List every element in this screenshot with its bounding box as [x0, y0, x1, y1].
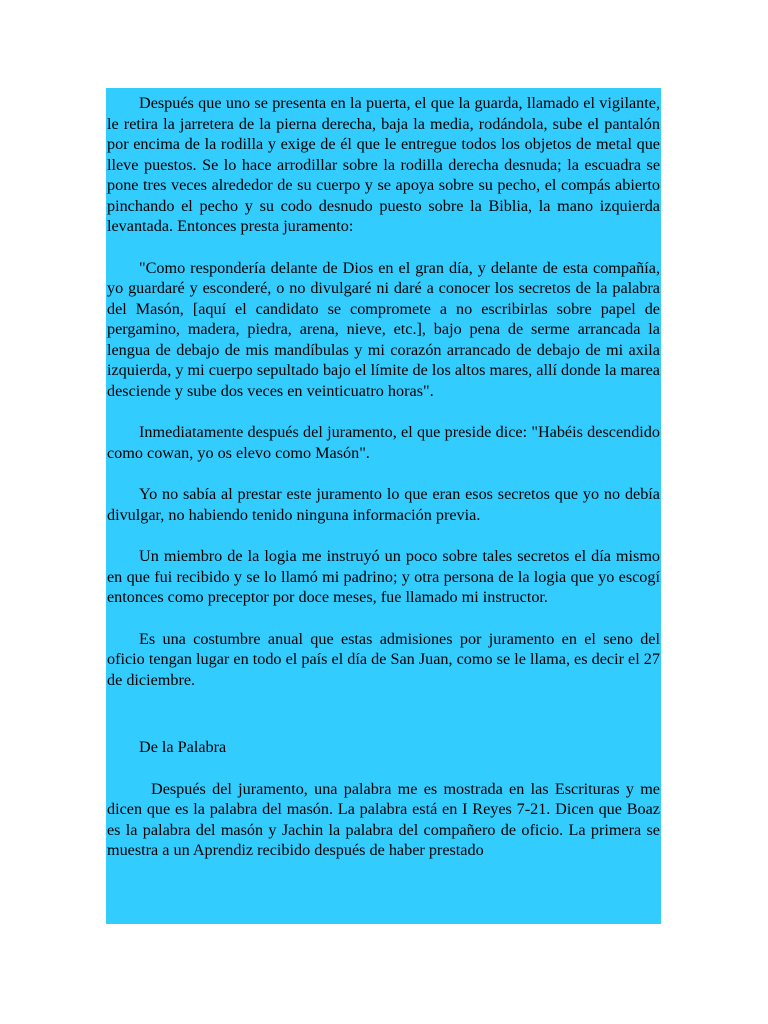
paragraph-presiding-speech: Inmediatamente después del juramento, el que preside dice: "Habéis descendido como cowan, yo os elevo como Masón".: [107, 423, 660, 462]
section-heading: De la Palabra: [139, 738, 227, 756]
paragraph-padrino-instructor: Un miembro de la logia me instruyó un poco sobre tales secretos el día mismo en que fui recibido y se lo llamó mi padrino; y otra persona de la logia que yo escogí entonces como preceptor por doce meses, fue llamado mi instructor.: [107, 547, 660, 606]
paragraph-annual-custom: Es una costumbre anual que estas admisiones por juramento en el seno del oficio tengan lugar en todo el país el día de San Juan, como se le llama, es decir el 27 de diciembre.: [107, 629, 660, 689]
blank-space: [107, 690, 660, 737]
paragraph-word-shown: Después del juramento, una palabra me es mostrada en las Escrituras y me dicen que es la palabra del masón. La palabra está en I Reyes 7-21. Dicen que Boaz es la palabra del masón y Jachin la palabra del compañero de oficio. La primera se muestra a un Aprendiz recibido después de haber prestado: [107, 779, 660, 859]
paragraph-oath-text: "Como respondería delante de Dios en el gran día, y delante de esta compañía, yo guardaré y esconderé, o no divulgaré ni daré a conocer los secretos de la palabra del Masón, [aquí el candidato se compromete a no escribirlas sobre papel de pergamino, madera, piedra, arena, nieve, etc.], bajo pena de serme arrancada la lengua de debajo de mis mandíbulas y mi corazón arrancado de debajo de mi axila izquierda, y mi cuerpo sepultado bajo el límite de los altos mares, allí donde la marea desciende y sube dos veces en veinticuatro horas".: [107, 258, 660, 400]
text-block: [106, 88, 661, 924]
paragraph-oath-procedure: Después que uno se presenta en la puerta, el que la guarda, llamado el vigilante, le retira la jarretera de la pierna derecha, baja la media, rodándola, sube el pantalón por encima de la rodilla y exige de él que le entregue todos los objetos de metal que lleve puestos. Se lo hace arrodillar sobre la rodilla derecha desnuda; la escuadra se pone tres veces alrededor de su cuerpo y se apoya sobre su pecho, el compás abierto pinchando el pecho y su codo desnudo puesto sobre la Biblia, la mano izquierda levantada. Entonces presta juramento:: [107, 94, 660, 235]
paragraph-secrets-unknown: Yo no sabía al prestar este juramento lo que eran esos secretos que yo no debía divulgar, no habiendo tenido ninguna información previa.: [107, 485, 660, 524]
